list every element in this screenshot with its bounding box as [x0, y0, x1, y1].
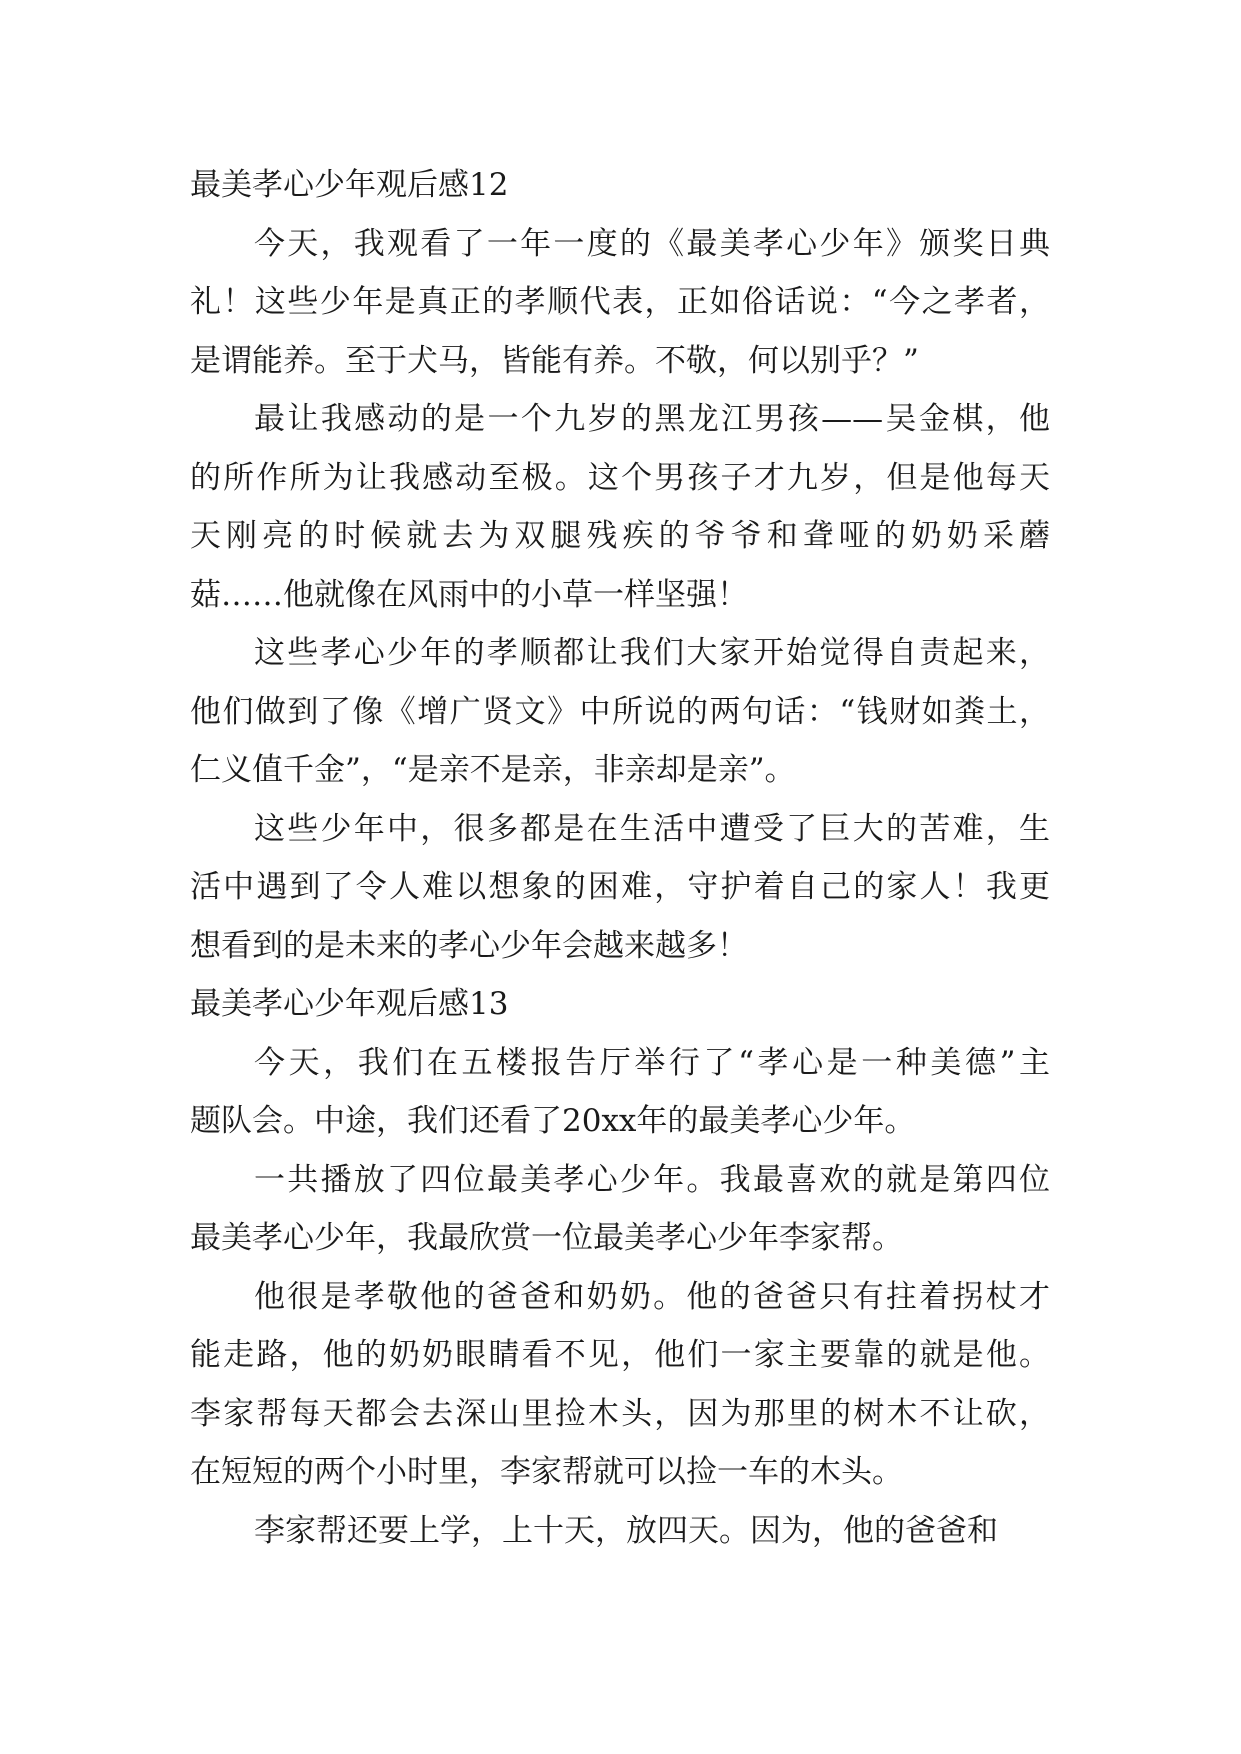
paragraph [190, 1151, 1050, 1268]
text-line: 他们做到了像《增广贤文》中所说的两句话：“钱财如粪土， [190, 693, 1050, 730]
text-line: 活中遇到了令人难以想象的困难，守护着自己的家人！我更 [190, 869, 1050, 905]
text-line: 这些孝心少年的孝顺都让我们大家开始觉得自责起来， [254, 635, 1050, 671]
paragraph [190, 624, 1050, 800]
paragraph [190, 1268, 1050, 1502]
section-title: 最美孝心少年观后感13 [190, 986, 509, 1022]
text-line: 最美孝心少年，我最欣赏一位最美孝心少年李家帮。 [190, 1220, 903, 1256]
text-line: 菇……他就像在风雨中的小草一样坚强！ [190, 576, 748, 613]
text-line: 在短短的两个小时里，李家帮就可以捡一车的木头。 [190, 1454, 903, 1490]
section-12 [190, 156, 1050, 975]
text-line: 天刚亮的时候就去为双腿残疾的爷爷和聋哑的奶奶采蘑 [190, 518, 1050, 554]
text-line: 今天，我们在五楼报告厅举行了“孝心是一种美德”主 [254, 1044, 1050, 1081]
text-line: 能走路，他的奶奶眼睛看不见，他们一家主要靠的就是他。 [190, 1337, 1050, 1373]
paragraph [190, 1502, 1050, 1561]
text-line: 李家帮每天都会去深山里捡木头，因为那里的树木不让砍， [190, 1395, 1050, 1432]
text-line: 李家帮还要上学，上十天，放四天。因为，他的爸爸和 [254, 1512, 998, 1549]
paragraph [190, 390, 1050, 624]
text-line: 他很是孝敬他的爸爸和奶奶。他的爸爸只有拄着拐杖才 [254, 1278, 1050, 1315]
text-line: 题队会。中途，我们还看了20xx年的最美孝心少年。 [190, 1103, 916, 1139]
text-line: 的所作所为让我感动至极。这个男孩子才九岁，但是他每天 [190, 459, 1050, 496]
text-line: 礼！这些少年是真正的孝顺代表，正如俗话说：“今之孝者， [190, 284, 1050, 320]
section-13 [190, 975, 1050, 1560]
text-line: 最让我感动的是一个九岁的黑龙江男孩——吴金棋，他 [254, 401, 1050, 437]
text-line: 仁义值千金”，“是亲不是亲，非亲却是亲”。 [190, 752, 796, 788]
text-line: 想看到的是未来的孝心少年会越来越多！ [190, 927, 748, 964]
paragraph [190, 215, 1050, 391]
paragraph [190, 1034, 1050, 1151]
paragraph [190, 800, 1050, 976]
text-line: 一共播放了四位最美孝心少年。我最喜欢的就是第四位 [254, 1161, 1050, 1198]
text-line: 今天，我观看了一年一度的《最美孝心少年》颁奖日典 [254, 225, 1050, 262]
document-page [190, 156, 1050, 1560]
text-line: 是谓能养。至于犬马，皆能有养。不敬，何以别乎？” [190, 342, 919, 379]
text-line: 这些少年中，很多都是在生活中遭受了巨大的苦难，生 [254, 810, 1050, 847]
section-title: 最美孝心少年观后感12 [190, 167, 509, 203]
